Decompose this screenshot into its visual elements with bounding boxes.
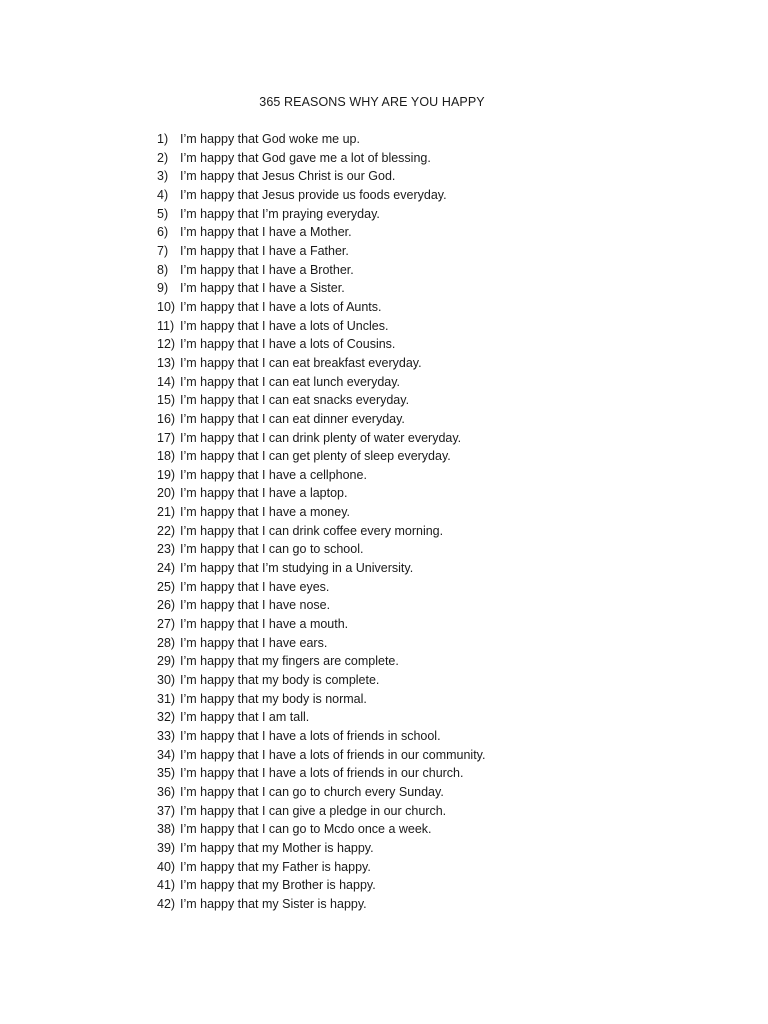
list-item bbox=[157, 373, 485, 392]
list-item-number: 23) bbox=[157, 542, 176, 557]
list-item-number: 39) bbox=[157, 840, 176, 855]
list-item bbox=[157, 802, 485, 821]
list-item-number: 37) bbox=[157, 803, 176, 818]
list-item-number: 8) bbox=[157, 262, 169, 277]
list-item-text: I’m happy that I can drink plenty of water everyday. bbox=[180, 430, 462, 445]
list-item-text: I’m happy that I have a laptop. bbox=[180, 486, 348, 501]
list-item-number: 14) bbox=[157, 374, 176, 389]
list-item-number: 24) bbox=[157, 561, 176, 576]
list-item-number: 41) bbox=[157, 878, 176, 893]
list-item-text: I’m happy that I have a mouth. bbox=[180, 617, 349, 632]
list-item-text: I’m happy that I can go to Mcdo once a week. bbox=[180, 822, 432, 837]
list-item-number: 21) bbox=[157, 505, 176, 520]
list-item bbox=[157, 149, 485, 168]
list-item-text: I’m happy that I’m studying in a University. bbox=[180, 561, 414, 576]
list-item-number: 15) bbox=[157, 393, 176, 408]
list-item bbox=[157, 242, 485, 261]
list-item bbox=[157, 522, 485, 541]
list-item bbox=[157, 447, 485, 466]
list-item-text: I’m happy that my Mother is happy. bbox=[180, 840, 374, 855]
list-item bbox=[157, 876, 485, 895]
list-item-text: I’m happy that I can eat lunch everyday. bbox=[180, 374, 401, 389]
list-item-text: I’m happy that I have a Mother. bbox=[180, 225, 352, 240]
list-item bbox=[157, 559, 485, 578]
list-item bbox=[157, 839, 485, 858]
list-item-text: I’m happy that I can eat snacks everyday. bbox=[180, 393, 410, 408]
list-item bbox=[157, 746, 485, 765]
list-item bbox=[157, 503, 485, 522]
list-item-number: 26) bbox=[157, 598, 176, 613]
list-item bbox=[157, 410, 485, 429]
list-item-text: I’m happy that I have a cellphone. bbox=[180, 467, 367, 482]
list-item bbox=[157, 335, 485, 354]
list-item-text: I’m happy that I can eat dinner everyday. bbox=[180, 411, 405, 426]
list-item-text: I’m happy that I have a lots of Cousins. bbox=[180, 337, 396, 352]
list-item-number: 17) bbox=[157, 430, 176, 445]
list-item-number: 42) bbox=[157, 896, 176, 911]
list-item-number: 1) bbox=[157, 132, 169, 146]
list-item-number: 11) bbox=[157, 318, 175, 333]
list-item-text: I’m happy that I can get plenty of sleep everyday. bbox=[180, 449, 451, 464]
list-item-text: I’m happy that I have eyes. bbox=[180, 579, 330, 594]
list-item-text: I’m happy that I can go to school. bbox=[180, 542, 364, 557]
list-item-number: 4) bbox=[157, 187, 169, 202]
list-item-number: 40) bbox=[157, 859, 176, 874]
list-item bbox=[157, 858, 485, 877]
list-item bbox=[157, 596, 485, 615]
document-title: 365 REASONS WHY ARE YOU HAPPY bbox=[259, 95, 485, 109]
list-item-number: 18) bbox=[157, 449, 176, 464]
list-item bbox=[157, 261, 485, 280]
list-item-number: 34) bbox=[157, 747, 176, 762]
list-item-text: I’m happy that I have a Brother. bbox=[180, 262, 354, 277]
list-item-number: 5) bbox=[157, 206, 169, 221]
list-item bbox=[157, 783, 485, 802]
list-item-text: I’m happy that God woke me up. bbox=[180, 132, 360, 146]
list-item-text: I’m happy that I have a money. bbox=[180, 505, 351, 520]
list-item-text: I’m happy that God gave me a lot of blessing. bbox=[180, 150, 431, 165]
list-item-text: I’m happy that I have a lots of Aunts. bbox=[180, 299, 382, 314]
list-item bbox=[157, 429, 485, 448]
list-item-number: 20) bbox=[157, 486, 176, 501]
list-item bbox=[157, 298, 485, 317]
list-item bbox=[157, 205, 485, 224]
list-item-number: 27) bbox=[157, 617, 176, 632]
reasons-list bbox=[157, 130, 485, 914]
list-item-text: I’m happy that I have a lots of Uncles. bbox=[180, 318, 389, 333]
list-item-text: I’m happy that Jesus provide us foods everyday. bbox=[180, 187, 447, 202]
list-item-number: 2) bbox=[157, 150, 169, 165]
list-item-text: I’m happy that my Sister is happy. bbox=[180, 896, 367, 911]
list-item bbox=[157, 690, 485, 709]
list-item-text: I’m happy that I have a lots of friends in our church. bbox=[180, 766, 464, 781]
list-item bbox=[157, 484, 485, 503]
list-item-number: 35) bbox=[157, 766, 176, 781]
list-item-text: I’m happy that my fingers are complete. bbox=[180, 654, 399, 669]
list-item-text: I’m happy that I am tall. bbox=[180, 710, 310, 725]
list-item-text: I’m happy that I have a lots of friends in our community. bbox=[180, 747, 486, 762]
list-item-text: I’m happy that I can go to church every Sunday. bbox=[180, 784, 444, 799]
list-item bbox=[157, 634, 485, 653]
list-item-text: I’m happy that my Father is happy. bbox=[180, 859, 371, 874]
list-item-number: 19) bbox=[157, 467, 176, 482]
list-item bbox=[157, 354, 485, 373]
list-item-text: I’m happy that my body is complete. bbox=[180, 673, 380, 688]
list-item-number: 10) bbox=[157, 299, 176, 314]
list-item bbox=[157, 540, 485, 559]
list-item bbox=[157, 466, 485, 485]
list-item-number: 3) bbox=[157, 169, 169, 184]
list-item-number: 9) bbox=[157, 281, 169, 296]
list-item bbox=[157, 615, 485, 634]
list-item bbox=[157, 671, 485, 690]
list-item bbox=[157, 391, 485, 410]
list-item-text: I’m happy that my Brother is happy. bbox=[180, 878, 376, 893]
list-item-text: I’m happy that I can drink coffee every morning. bbox=[180, 523, 444, 538]
list-item-text: I’m happy that I have a Father. bbox=[180, 243, 349, 258]
list-item-text: I’m happy that I’m praying everyday. bbox=[180, 206, 380, 221]
list-item bbox=[157, 186, 485, 205]
list-item bbox=[157, 727, 485, 746]
list-item-text: I’m happy that I have nose. bbox=[180, 598, 331, 613]
list-item-text: I’m happy that I can eat breakfast everyday. bbox=[180, 355, 422, 370]
list-item-number: 38) bbox=[157, 822, 176, 837]
list-item-text: I’m happy that I have ears. bbox=[180, 635, 328, 650]
list-item bbox=[157, 652, 485, 671]
list-item-number: 22) bbox=[157, 523, 176, 538]
list-item-number: 28) bbox=[157, 635, 176, 650]
list-item bbox=[157, 223, 485, 242]
list-item-number: 36) bbox=[157, 784, 176, 799]
list-item bbox=[157, 895, 485, 914]
list-item bbox=[157, 820, 485, 839]
list-item-text: I’m happy that my body is normal. bbox=[180, 691, 367, 706]
list-item-number: 29) bbox=[157, 654, 176, 669]
list-item-number: 12) bbox=[157, 337, 176, 352]
list-item bbox=[157, 578, 485, 597]
list-item bbox=[157, 764, 485, 783]
list-item bbox=[157, 279, 485, 298]
list-item-text: I’m happy that Jesus Christ is our God. bbox=[180, 169, 396, 184]
list-item bbox=[157, 130, 485, 149]
list-item bbox=[157, 167, 485, 186]
list-item-number: 25) bbox=[157, 579, 176, 594]
list-item bbox=[157, 708, 485, 727]
list-item-number: 32) bbox=[157, 710, 176, 725]
list-item-number: 13) bbox=[157, 355, 176, 370]
list-item-number: 7) bbox=[157, 243, 169, 258]
list-item-number: 16) bbox=[157, 411, 176, 426]
list-item-number: 33) bbox=[157, 729, 176, 743]
list-item-text: I’m happy that I have a lots of friends in school. bbox=[180, 729, 441, 743]
list-item-text: I’m happy that I have a Sister. bbox=[180, 281, 345, 296]
list-item bbox=[157, 317, 485, 336]
list-item-number: 31) bbox=[157, 691, 176, 706]
list-item-number: 30) bbox=[157, 673, 176, 688]
list-item-number: 6) bbox=[157, 225, 169, 240]
list-item-text: I’m happy that I can give a pledge in our church. bbox=[180, 803, 447, 818]
